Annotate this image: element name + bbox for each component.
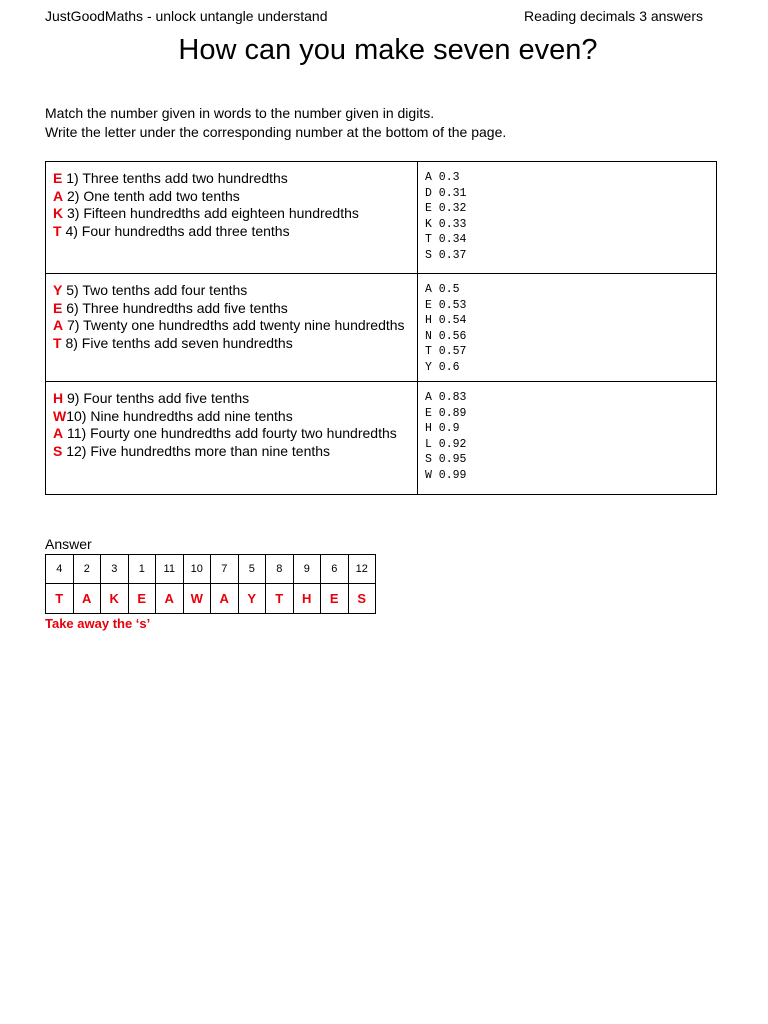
option-item: A 0.5	[425, 283, 460, 296]
question-text: 11) Fourty one hundredths add fourty two hundredths	[63, 425, 397, 441]
question-answer-letter: E	[53, 170, 63, 186]
option-item: H 0.9	[425, 422, 460, 435]
question-text: 5) Two tenths add four tenths	[62, 282, 248, 298]
option-item: Y 0.6	[425, 360, 460, 374]
answer-letter-cell: T	[46, 584, 74, 614]
question-answer-letter: A	[53, 187, 64, 204]
answer-letter-cell: A	[73, 584, 101, 614]
option-item: K 0.33	[425, 217, 467, 231]
question-item	[53, 390, 417, 408]
question-item	[53, 205, 417, 223]
question-text: 6) Three hundredths add five tenths	[62, 299, 288, 316]
page-title: How can you make seven even?	[178, 34, 598, 66]
header-site-name: JustGoodMaths - unlock untangle understand	[45, 8, 328, 24]
instruction-line: Write the letter under the corresponding number at the bottom of the page.	[45, 124, 507, 140]
final-answer: Take away the ‘s’	[45, 616, 151, 631]
answer-number-cell: 5	[238, 555, 266, 584]
answer-number-cell: 2	[73, 555, 101, 584]
question-answer-letter: K	[53, 205, 64, 221]
question-item	[53, 408, 417, 426]
question-text: 12) Five hundredths more than nine tenths	[62, 442, 331, 459]
option-item: T 0.34	[425, 233, 467, 246]
answer-number-cell: 4	[46, 555, 74, 584]
question-item	[53, 170, 417, 188]
question-list	[46, 162, 418, 274]
question-answer-letter: A	[53, 425, 64, 441]
option-item: L 0.92	[425, 437, 467, 451]
option-item: A 0.83	[425, 391, 467, 404]
question-answer-letter: E	[53, 299, 63, 316]
option-item: E 0.89	[425, 406, 467, 420]
question-group	[46, 382, 717, 495]
answer-number-cell: 6	[321, 555, 349, 584]
question-answer-letter: S	[53, 442, 63, 459]
option-item: E 0.53	[425, 298, 467, 312]
answer-number-cell: 8	[266, 555, 294, 584]
question-item	[53, 425, 417, 443]
instructions	[45, 104, 506, 142]
answer-number-row	[46, 555, 376, 584]
answer-letter-cell: T	[266, 584, 294, 614]
question-item	[53, 188, 417, 206]
question-answer-letter: T	[53, 222, 62, 239]
answer-number-cell: 12	[348, 555, 376, 584]
answer-letter-row	[46, 584, 376, 614]
answer-number-cell: 7	[211, 555, 239, 584]
option-item: S 0.95	[425, 453, 467, 466]
answer-letter-cell: A	[211, 584, 239, 614]
question-text: 10) Nine hundredths add nine tenths	[66, 407, 293, 424]
question-group	[46, 162, 717, 274]
question-group	[46, 274, 717, 382]
option-item: S 0.37	[425, 248, 467, 262]
answer-grid	[45, 554, 376, 614]
question-text: 9) Four tenths add five tenths	[63, 390, 250, 406]
option-item: N 0.56	[425, 329, 467, 343]
question-answer-letter: A	[53, 317, 64, 333]
question-item	[53, 317, 417, 335]
question-item	[53, 282, 417, 300]
answer-letter-cell: S	[348, 584, 376, 614]
option-list	[418, 162, 717, 274]
option-list	[418, 382, 717, 495]
answer-label: Answer	[45, 536, 92, 552]
question-text: 7) Twenty one hundredths add twenty nine hundredths	[63, 317, 405, 333]
answer-letter-cell: Y	[238, 584, 266, 614]
answer-number-cell: 9	[293, 555, 321, 584]
option-item: E 0.32	[425, 202, 467, 215]
option-item: W 0.99	[425, 468, 467, 482]
questions-table	[45, 161, 717, 495]
option-list	[418, 274, 717, 382]
option-item: H 0.54	[425, 314, 467, 327]
answer-number-cell: 1	[128, 555, 156, 584]
question-item	[53, 300, 417, 318]
answer-number-cell: 10	[183, 555, 211, 584]
answer-number-cell: 3	[101, 555, 129, 584]
answer-letter-cell: E	[128, 584, 156, 614]
question-text: 2) One tenth add two tenths	[63, 187, 240, 204]
option-item: T 0.57	[425, 345, 467, 358]
answer-letter-cell: K	[101, 584, 129, 614]
question-item	[53, 335, 417, 353]
answer-letter-cell: H	[293, 584, 321, 614]
instruction-line: Match the number given in words to the number given in digits.	[45, 105, 435, 121]
question-text: 4) Four hundredths add three tenths	[61, 222, 290, 239]
question-item	[53, 223, 417, 241]
question-text: 8) Five tenths add seven hundredths	[61, 334, 293, 351]
question-list	[46, 274, 418, 382]
question-answer-letter: W	[53, 407, 67, 424]
answer-letter-cell: A	[156, 584, 184, 614]
question-item	[53, 443, 417, 461]
header-worksheet-name: Reading decimals 3 answers	[524, 8, 703, 24]
question-answer-letter: Y	[53, 282, 63, 298]
answer-letter-cell: W	[183, 584, 211, 614]
option-item: A 0.3	[425, 171, 460, 184]
option-item: D 0.31	[425, 186, 467, 200]
question-text: 1) Three tenths add two hundredths	[62, 170, 288, 186]
question-text: 3) Fifteen hundredths add eighteen hundredths	[63, 205, 359, 221]
answer-letter-cell: E	[321, 584, 349, 614]
question-answer-letter: H	[53, 390, 64, 406]
question-list	[46, 382, 418, 495]
question-answer-letter: T	[53, 334, 62, 351]
answer-number-cell: 11	[156, 555, 184, 584]
